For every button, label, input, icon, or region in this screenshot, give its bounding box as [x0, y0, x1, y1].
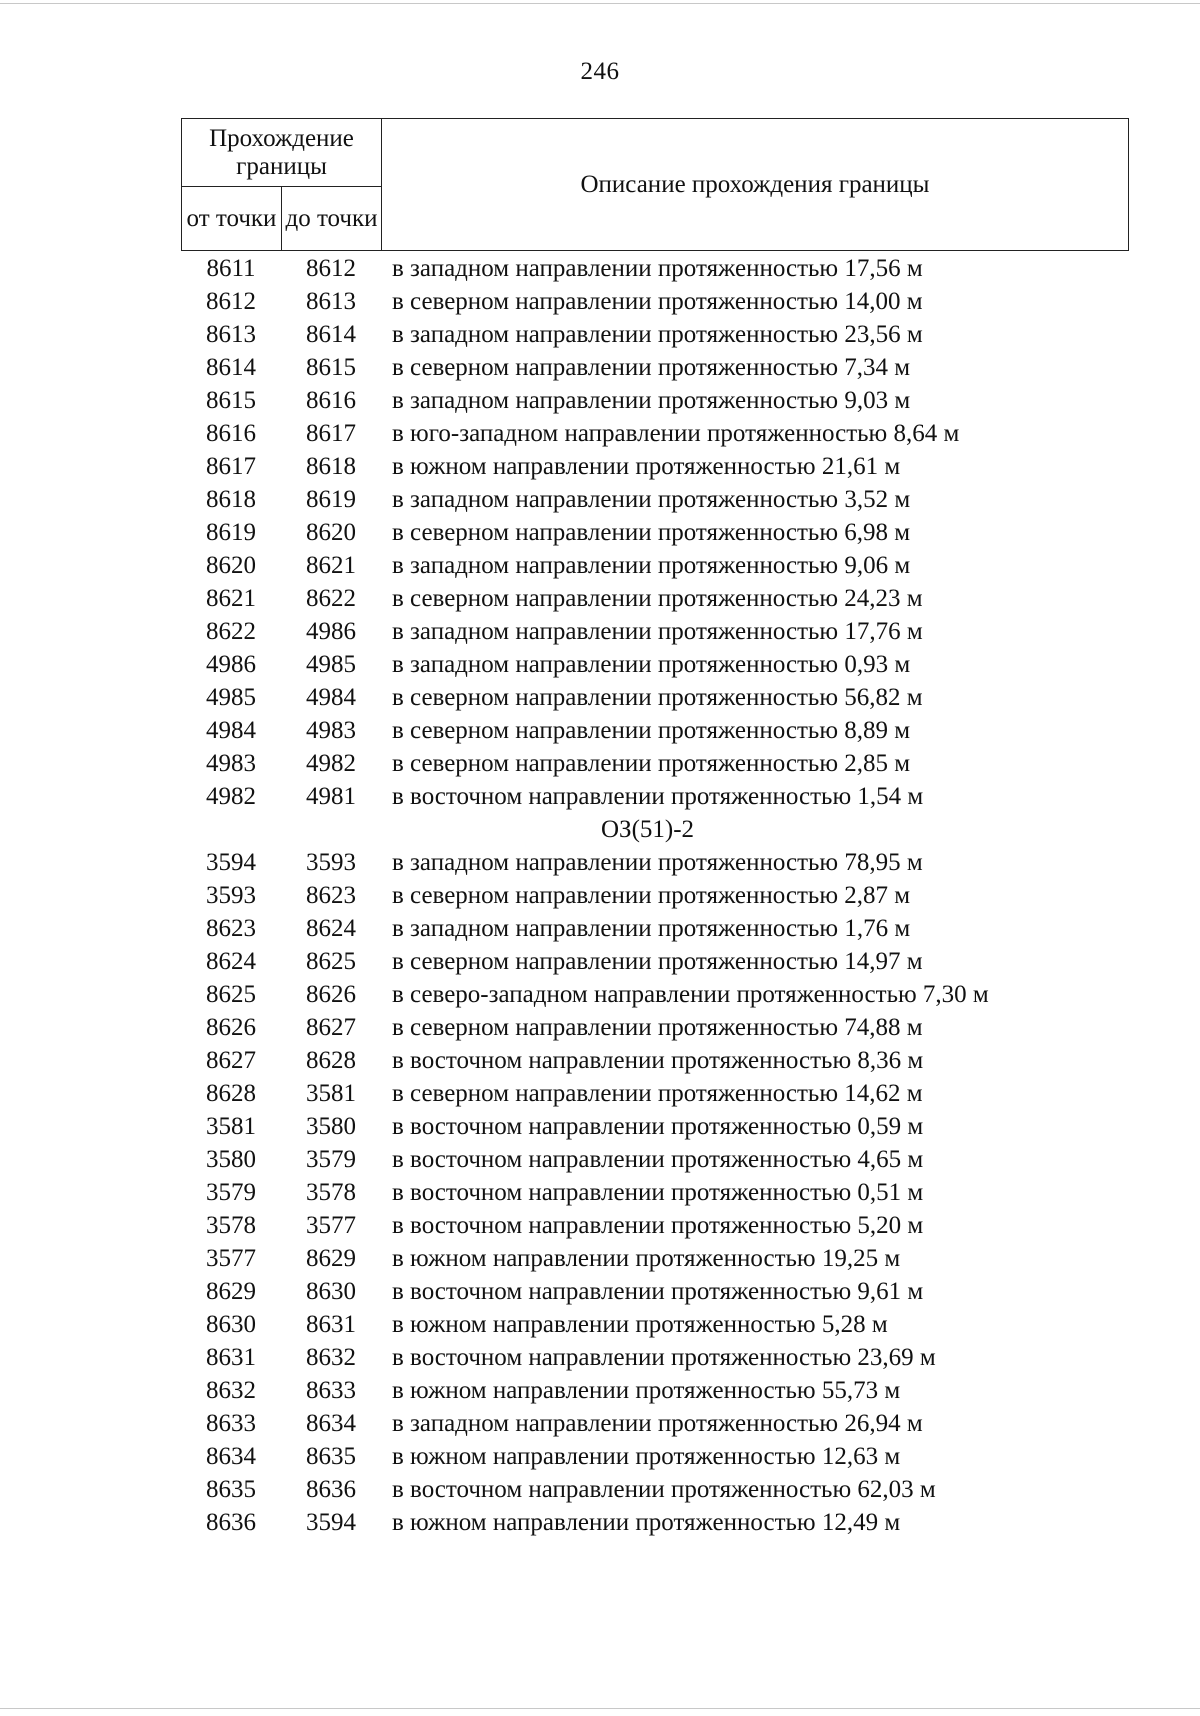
point-to: 4986 [306, 618, 356, 645]
description: в восточном направлении протяженностью 5,20 м [392, 1212, 924, 1239]
point-from: 4986 [206, 651, 256, 678]
description: в северном направлении протяженностью 56,82 м [392, 684, 923, 711]
point-from: 8626 [206, 1014, 256, 1041]
table-row [181, 1506, 1161, 1539]
point-to: 8632 [306, 1344, 356, 1371]
point-from: 8612 [206, 288, 256, 315]
point-to: 3577 [306, 1212, 356, 1239]
table-row [181, 318, 1161, 351]
table-row [181, 615, 1161, 648]
point-to: 4985 [306, 651, 356, 678]
point-from: 8613 [206, 321, 256, 348]
header-from: от точки [182, 187, 282, 251]
description: в северном направлении протяженностью 2,87 м [392, 882, 911, 909]
table-row [181, 1176, 1161, 1209]
table-row [181, 1143, 1161, 1176]
table-row [181, 285, 1161, 318]
point-to: 8617 [306, 420, 356, 447]
point-from: 8616 [206, 420, 256, 447]
point-from: 3578 [206, 1212, 256, 1239]
point-from: 4983 [206, 750, 256, 777]
point-from: 8629 [206, 1278, 256, 1305]
description: в восточном направлении протяженностью 9,61 м [392, 1278, 924, 1305]
table-row [181, 681, 1161, 714]
header-description: Описание прохождения границы [382, 119, 1129, 251]
point-from: 4985 [206, 684, 256, 711]
point-to: 8615 [306, 354, 356, 381]
header-to: до точки [282, 187, 382, 251]
table-row [181, 747, 1161, 780]
description: в северном направлении протяженностью 14,97 м [392, 948, 923, 975]
description: в южном направлении протяженностью 55,73 м [392, 1377, 901, 1404]
table-row [181, 1209, 1161, 1242]
point-from: 8615 [206, 387, 256, 414]
scan-edge-top [0, 3, 1200, 4]
point-from: 8635 [206, 1476, 256, 1503]
table-row [181, 846, 1161, 879]
point-from: 8627 [206, 1047, 256, 1074]
description: в южном направлении протяженностью 12,63 м [392, 1443, 901, 1470]
description: в северном направлении протяженностью 74,88 м [392, 1014, 923, 1041]
point-to: 3594 [306, 1509, 356, 1536]
table-row [181, 648, 1161, 681]
point-from: 4984 [206, 717, 256, 744]
table-row [181, 1242, 1161, 1275]
table-row [181, 450, 1161, 483]
description: в западном направлении протяженностью 9,06 м [392, 552, 911, 579]
point-to: 8628 [306, 1047, 356, 1074]
point-from: 8624 [206, 948, 256, 975]
page-number: 246 [580, 58, 620, 85]
point-to: 8621 [306, 552, 356, 579]
section-title: ОЗ(51)-2 [601, 816, 695, 843]
table-row [181, 384, 1161, 417]
description: в восточном направлении протяженностью 0,51 м [392, 1179, 924, 1206]
table-row [181, 780, 1161, 813]
point-to: 4983 [306, 717, 356, 744]
point-from: 8622 [206, 618, 256, 645]
point-to: 3580 [306, 1113, 356, 1140]
point-to: 8620 [306, 519, 356, 546]
point-to: 8629 [306, 1245, 356, 1272]
point-from: 8628 [206, 1080, 256, 1107]
description: в южном направлении протяженностью 5,28 м [392, 1311, 888, 1338]
table-row [181, 1341, 1161, 1374]
description: в южном направлении протяженностью 21,61 м [392, 453, 901, 480]
point-to: 3581 [306, 1080, 356, 1107]
point-from: 8630 [206, 1311, 256, 1338]
description: в западном направлении протяженностью 17,56 м [392, 255, 923, 282]
point-to: 8613 [306, 288, 356, 315]
point-from: 8632 [206, 1377, 256, 1404]
point-from: 8617 [206, 453, 256, 480]
description: в юго-западном направлении протяженностью 8,64 м [392, 420, 960, 447]
point-to: 4984 [306, 684, 356, 711]
table-row [181, 714, 1161, 747]
description: в северо-западном направлении протяженностью 7,30 м [392, 981, 989, 1008]
description: в восточном направлении протяженностью 23,69 м [392, 1344, 936, 1371]
description: в восточном направлении протяженностью 4,65 м [392, 1146, 924, 1173]
point-to: 8616 [306, 387, 356, 414]
point-from: 3577 [206, 1245, 256, 1272]
description: в восточном направлении протяженностью 1,54 м [392, 783, 924, 810]
point-from: 3593 [206, 882, 256, 909]
point-to: 8626 [306, 981, 356, 1008]
table-row [181, 1044, 1161, 1077]
description: в западном направлении протяженностью 23,56 м [392, 321, 923, 348]
point-from: 8633 [206, 1410, 256, 1437]
scan-edge-bottom [0, 1708, 1200, 1709]
point-from: 8634 [206, 1443, 256, 1470]
point-to: 8625 [306, 948, 356, 975]
table-row [181, 1308, 1161, 1341]
header-passage: Прохождение границы [182, 119, 382, 187]
description: в восточном направлении протяженностью 62,03 м [392, 1476, 936, 1503]
point-from: 8620 [206, 552, 256, 579]
table-row [181, 912, 1161, 945]
point-from: 8621 [206, 585, 256, 612]
table-header [181, 118, 1129, 251]
point-to: 8622 [306, 585, 356, 612]
description: в западном направлении протяженностью 26,94 м [392, 1410, 923, 1437]
point-to: 8631 [306, 1311, 356, 1338]
point-from: 8636 [206, 1509, 256, 1536]
description: в западном направлении протяженностью 0,93 м [392, 651, 911, 678]
point-from: 3580 [206, 1146, 256, 1173]
point-to: 8636 [306, 1476, 356, 1503]
table-row [181, 945, 1161, 978]
description: в северном направлении протяженностью 6,98 м [392, 519, 911, 546]
table-row [181, 1077, 1161, 1110]
point-to: 8635 [306, 1443, 356, 1470]
table-row [181, 483, 1161, 516]
description: в северном направлении протяженностью 14,00 м [392, 288, 923, 315]
point-to: 8623 [306, 882, 356, 909]
point-from: 8625 [206, 981, 256, 1008]
table-row [181, 252, 1161, 285]
point-from: 4982 [206, 783, 256, 810]
description: в северном направлении протяженностью 24,23 м [392, 585, 923, 612]
description: в западном направлении протяженностью 78,95 м [392, 849, 923, 876]
description: в восточном направлении протяженностью 0,59 м [392, 1113, 924, 1140]
description: в западном направлении протяженностью 17,76 м [392, 618, 923, 645]
point-from: 3594 [206, 849, 256, 876]
point-to: 8634 [306, 1410, 356, 1437]
point-from: 3579 [206, 1179, 256, 1206]
description: в северном направлении протяженностью 2,85 м [392, 750, 911, 777]
table-row [181, 582, 1161, 615]
point-from: 8619 [206, 519, 256, 546]
point-from: 3581 [206, 1113, 256, 1140]
table-row [181, 1440, 1161, 1473]
table-row [181, 516, 1161, 549]
description: в южном направлении протяженностью 12,49 м [392, 1509, 901, 1536]
table-row [181, 1407, 1161, 1440]
table-row [181, 351, 1161, 384]
point-to: 8633 [306, 1377, 356, 1404]
point-from: 8618 [206, 486, 256, 513]
description: в северном направлении протяженностью 7,34 м [392, 354, 911, 381]
point-to: 4982 [306, 750, 356, 777]
point-to: 8618 [306, 453, 356, 480]
table-row [181, 549, 1161, 582]
description: в западном направлении протяженностью 1,76 м [392, 915, 911, 942]
description: в южном направлении протяженностью 19,25 м [392, 1245, 901, 1272]
table-row [181, 1275, 1161, 1308]
point-from: 8623 [206, 915, 256, 942]
description: в северном направлении протяженностью 8,89 м [392, 717, 911, 744]
table-row [181, 978, 1161, 1011]
table-row [181, 879, 1161, 912]
point-from: 8614 [206, 354, 256, 381]
description: в западном направлении протяженностью 9,03 м [392, 387, 911, 414]
point-to: 8630 [306, 1278, 356, 1305]
point-to: 8619 [306, 486, 356, 513]
point-to: 3579 [306, 1146, 356, 1173]
table-row [181, 1374, 1161, 1407]
description: в северном направлении протяженностью 14,62 м [392, 1080, 923, 1107]
point-to: 8612 [306, 255, 356, 282]
table-row [181, 417, 1161, 450]
description: в восточном направлении протяженностью 8,36 м [392, 1047, 924, 1074]
point-to: 3578 [306, 1179, 356, 1206]
point-from: 8631 [206, 1344, 256, 1371]
point-to: 8624 [306, 915, 356, 942]
point-to: 8627 [306, 1014, 356, 1041]
boundary-rows [181, 252, 1161, 1539]
point-to: 4981 [306, 783, 356, 810]
table-row [181, 1011, 1161, 1044]
table-row [181, 1473, 1161, 1506]
point-to: 8614 [306, 321, 356, 348]
point-to: 3593 [306, 849, 356, 876]
table-row [181, 1110, 1161, 1143]
description: в западном направлении протяженностью 3,52 м [392, 486, 911, 513]
point-from: 8611 [206, 255, 256, 282]
